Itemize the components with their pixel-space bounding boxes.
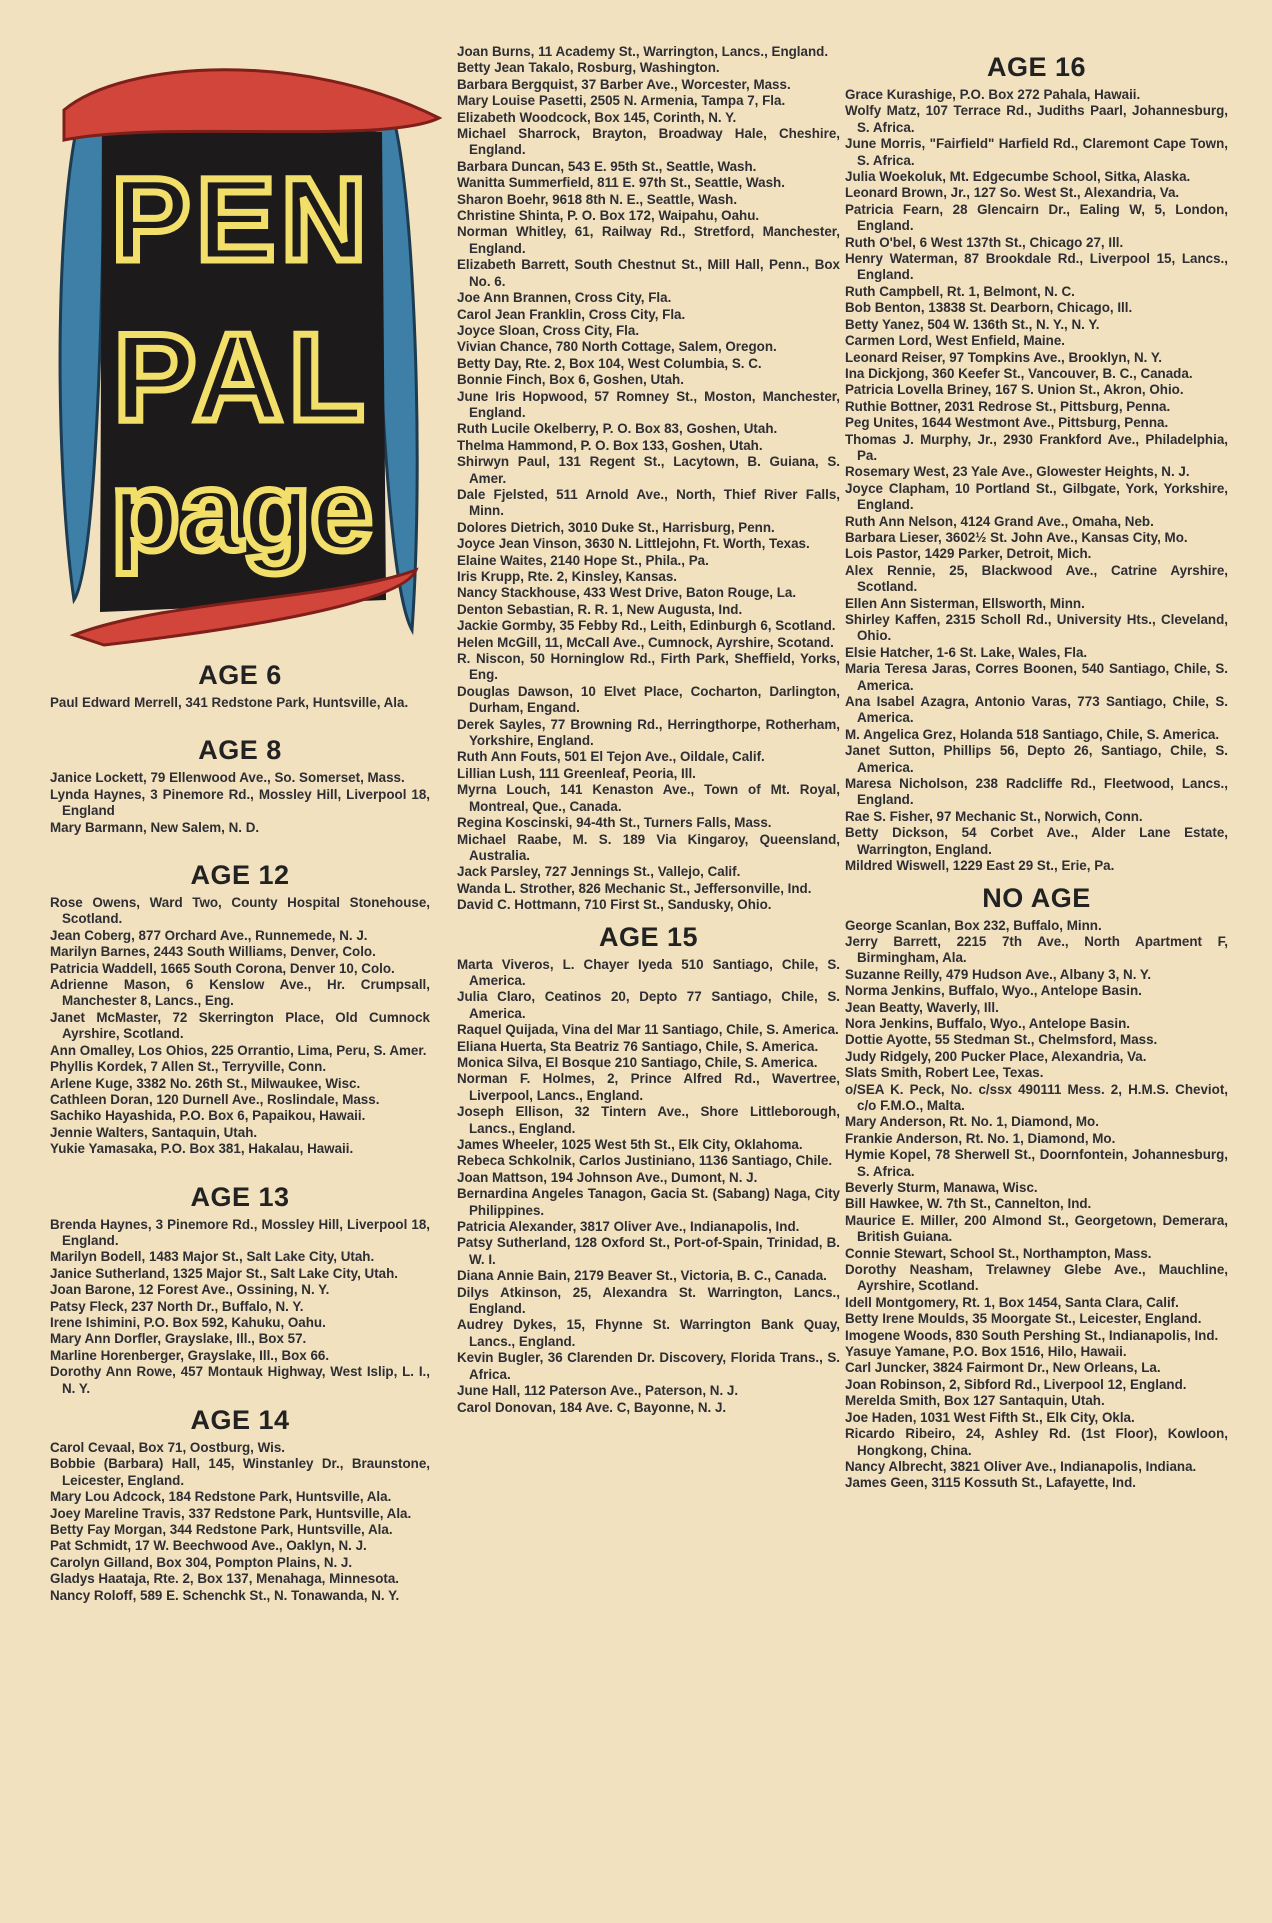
list-item: Jean Coberg, 877 Orchard Ave., Runnemede, N. J. — [50, 927, 368, 943]
list-item: Dorothy Ann Rowe, 457 Montauk Highway, West Islip, L. I., N. Y. — [50, 1364, 430, 1396]
list-item: Joey Mareline Travis, 337 Redstone Park, Huntsville, Ala. — [50, 1505, 412, 1521]
list-item: James Geen, 3115 Kossuth St., Lafayette, Ind. — [845, 1475, 1136, 1491]
list-item: Maresa Nicholson, 238 Radcliffe Rd., Fleetwood, Lancs., England. — [845, 776, 1228, 808]
list-item: Marilyn Barnes, 2443 South Williams, Denver, Colo. — [50, 944, 376, 960]
list-item: Wanitta Summerfield, 811 E. 97th St., Seattle, Wash. — [457, 175, 785, 191]
list-item: Bonnie Finch, Box 6, Goshen, Utah. — [457, 372, 684, 388]
list-item: Nora Jenkins, Buffalo, Wyo., Antelope Basin. — [845, 1015, 1130, 1031]
list-item: Barbara Duncan, 543 E. 95th St., Seattle, Wash. — [457, 158, 757, 174]
list-item: Lillian Lush, 111 Greenleaf, Peoria, Ill. — [457, 765, 696, 781]
list-item: Ana Isabel Azagra, Antonio Varas, 773 Santiago, Chile, S. America. — [845, 694, 1228, 726]
list-item: Betty Irene Moulds, 35 Moorgate St., Leicester, England. — [845, 1311, 1202, 1327]
list-item: Denton Sebastian, R. R. 1, New Augusta, Ind. — [457, 601, 743, 617]
list-no-age — [845, 918, 1228, 1492]
list-item: Jerry Barrett, 2215 7th Ave., North Apartment F, Birmingham, Ala. — [845, 933, 1228, 966]
list-item: Shirley Kaffen, 2315 Scholl Rd., University Hts., Cleveland, Ohio. — [845, 612, 1228, 644]
list-item: Shirwyn Paul, 131 Regent St., Lacytown, B. Guiana, S. Amer. — [457, 454, 840, 486]
column-left — [50, 652, 430, 1604]
column-right — [845, 44, 1228, 1492]
list-item: Patricia Lovella Briney, 167 S. Union St., Akron, Ohio. — [845, 382, 1184, 398]
list-item: Rose Owens, Ward Two, County Hospital Stonehouse, Scotland. — [50, 895, 430, 927]
list-item: Elaine Waites, 2140 Hope St., Phila., Pa. — [457, 552, 709, 568]
list-item: Barbara Lieser, 3602½ St. John Ave., Kansas City, Mo. — [845, 529, 1188, 545]
heading-age-16: AGE 16 — [986, 52, 1087, 82]
list-item: Derek Sayles, 77 Browning Rd., Herringthorpe, Rotherham, Yorkshire, England. — [457, 716, 840, 749]
list-item: Yasuye Yamane, P.O. Box 1516, Hilo, Hawaii. — [845, 1344, 1127, 1360]
list-item: Carol Cevaal, Box 71, Oostburg, Wis. — [50, 1440, 286, 1455]
list-item: Iris Krupp, Rte. 2, Kinsley, Kansas. — [457, 569, 678, 584]
list-item: Mary Barmann, New Salem, N. D. — [50, 819, 260, 835]
list-item: Lois Pastor, 1429 Parker, Detroit, Mich. — [845, 546, 1092, 562]
list-item: Joyce Jean Vinson, 3630 N. Littlejohn, Ft. Worth, Texas. — [457, 536, 810, 552]
list-item: Thomas J. Murphy, Jr., 2930 Frankford Ave., Philadelphia, Pa. — [845, 431, 1228, 463]
list-item: Michael Sharrock, Brayton, Broadway Hale, Cheshire, England. — [457, 126, 840, 158]
list-item: George Scanlan, Box 232, Buffalo, Minn. — [845, 917, 1102, 933]
list-item: M. Angelica Grez, Holanda 518 Santiago, Chile, S. America. — [845, 726, 1220, 742]
list-item: Mildred Wiswell, 1229 East 29 St., Erie, Pa. — [845, 858, 1115, 874]
list-item: Ricardo Ribeiro, 24, Ashley Rd. (1st Floor), Kowloon, Hongkong, China. — [845, 1426, 1228, 1458]
list-item: Joan Mattson, 194 Johnson Ave., Dumont, N. J. — [457, 1169, 758, 1185]
list-item: Alex Rennie, 25, Blackwood Ave., Catrine Ayrshire, Scotland. — [845, 562, 1228, 595]
list-item: Ruth Campbell, Rt. 1, Belmont, N. C. — [845, 283, 1075, 299]
list-item: Adrienne Mason, 6 Kenslow Ave., Hr. Crumpsall, Manchester 8, Lancs., Eng. — [50, 977, 430, 1009]
list-item: Elsie Hatcher, 1-6 St. Lake, Wales, Fla. — [845, 644, 1088, 660]
list-item: James Wheeler, 1025 West 5th St., Elk City, Oklahoma. — [457, 1137, 803, 1152]
list-item: Grace Kurashige, P.O. Box 272 Pahala, Hawaii. — [845, 87, 1141, 102]
list-item: Paul Edward Merrell, 341 Redstone Park, Huntsville, Ala. — [50, 695, 409, 710]
list-item: Patsy Sutherland, 128 Oxford St., Port-of-Spain, Trinidad, B. W. I. — [457, 1235, 840, 1267]
list-item: Carol Donovan, 184 Ave. C, Bayonne, N. J. — [457, 1399, 727, 1415]
list-item: R. Niscon, 50 Horninglow Rd., Firth Park, Sheffield, Yorks, Eng. — [457, 651, 840, 683]
list-item: Mary Louise Pasetti, 2505 N. Armenia, Tampa 7, Fla. — [457, 93, 786, 109]
list-age-16 — [845, 87, 1228, 875]
list-item: Christine Shinta, P. O. Box 172, Waipahu, Oahu. — [457, 208, 760, 224]
list-item: Patsy Fleck, 237 North Dr., Buffalo, N. Y. — [50, 1298, 304, 1314]
list-item: Wanda L. Strother, 826 Mechanic St., Jeffersonville, Ind. — [457, 880, 812, 896]
list-item: Mary Ann Dorfler, Grayslake, Ill., Box 57. — [50, 1331, 307, 1347]
list-item: Eliana Huerta, Sta Beatriz 76 Santiago, Chile, S. America. — [457, 1038, 819, 1054]
list-item: Patricia Waddell, 1665 South Corona, Denver 10, Colo. — [50, 960, 395, 976]
list-item: Jackie Gormby, 35 Febby Rd., Leith, Edinburgh 6, Scotland. — [457, 618, 836, 634]
list-item: Jean Beatty, Waverly, Ill. — [845, 999, 999, 1015]
list-item: Raquel Quijada, Vina del Mar 11 Santiago, Chile, S. America. — [457, 1022, 839, 1038]
list-age-15 — [457, 957, 840, 1416]
list-item: Judy Ridgely, 200 Pucker Place, Alexandria, Va. — [845, 1048, 1147, 1064]
list-item: Ina Dickjong, 360 Keefer St., Vancouver, B. C., Canada. — [845, 365, 1193, 381]
list-item: Maria Teresa Jaras, Corres Boonen, 540 Santiago, Chile, S. America. — [845, 661, 1228, 693]
list-item: Janet McMaster, 72 Skerrington Place, Old Cumnock Ayrshire, Scotland. — [50, 1009, 430, 1042]
list-item: Joe Ann Brannen, Cross City, Fla. — [457, 290, 672, 306]
list-item: Dorothy Neasham, Trelawney Glebe Ave., Mauchline, Ayrshire, Scotland. — [845, 1262, 1228, 1294]
list-item: Leonard Brown, Jr., 127 So. West St., Alexandria, Va. — [845, 185, 1180, 201]
list-item: Betty Yanez, 504 W. 136th St., N. Y., N. Y. — [845, 316, 1100, 332]
list-item: Beverly Sturm, Manawa, Wisc. — [845, 1180, 1038, 1195]
list-item: Elizabeth Barrett, South Chestnut St., Mill Hall, Penn., Box No. 6. — [457, 257, 840, 289]
list-item: Phyllis Kordek, 7 Allen St., Terryville, Conn. — [50, 1059, 327, 1075]
list-item: Henry Waterman, 87 Brookdale Rd., Liverpool 15, Lancs., England. — [845, 251, 1228, 283]
list-age-13 — [50, 1217, 430, 1397]
list-item: Nancy Stackhouse, 433 West Drive, Baton Rouge, La. — [457, 585, 797, 601]
list-item: June Iris Hopwood, 57 Romney St., Moston, Manchester, England. — [457, 388, 840, 420]
list-item: Leonard Reiser, 97 Tompkins Ave., Brooklyn, N. Y. — [845, 349, 1163, 365]
list-item: June Morris, "Fairfield" Harfield Rd., Claremont Cape Town, S. Africa. — [845, 136, 1228, 168]
list-item: Irene Ishimini, P.O. Box 592, Kahuku, Oahu. — [50, 1314, 326, 1330]
list-item: Barbara Bergquist, 37 Barber Ave., Worcester, Mass. — [457, 76, 791, 92]
list-item: Marilyn Bodell, 1483 Major St., Salt Lake City, Utah. — [50, 1249, 375, 1265]
list-item: Kevin Bugler, 36 Clarenden Dr. Discovery, Florida Trans., S. Africa. — [457, 1350, 840, 1382]
list-item: Patricia Fearn, 28 Glencairn Dr., Ealing W, 5, London, England. — [845, 201, 1228, 234]
list-item: Julia Woekoluk, Mt. Edgecumbe School, Sitka, Alaska. — [845, 169, 1191, 185]
list-item: Ann Omalley, Los Ohios, 225 Orrantio, Lima, Peru, S. Amer. — [50, 1042, 427, 1058]
list-item: Frankie Anderson, Rt. No. 1, Diamond, Mo. — [845, 1130, 1116, 1146]
list-item: Monica Silva, El Bosque 210 Santiago, Chile, S. America. — [457, 1054, 818, 1070]
list-item: Rebeca Schkolnik, Carlos Justiniano, 1136 Santiago, Chile. — [457, 1153, 833, 1169]
list-item: Suzanne Reilly, 479 Hudson Ave., Albany 3, N. Y. — [845, 966, 1152, 982]
list-age-6 — [50, 695, 430, 711]
list-item: Cathleen Doran, 120 Durnell Ave., Roslindale, Mass. — [50, 1091, 380, 1107]
list-item: Yukie Yamasaka, P.O. Box 381, Hakalau, Hawaii. — [50, 1141, 354, 1157]
list-item: Joan Robinson, 2, Sibford Rd., Liverpool 12, England. — [845, 1376, 1187, 1392]
list-item: Diana Annie Bain, 2179 Beaver St., Victoria, B. C., Canada. — [457, 1268, 827, 1284]
list-item: June Hall, 112 Paterson Ave., Paterson, N. J. — [457, 1383, 739, 1399]
list-item: Connie Stewart, School St., Northampton, Mass. — [845, 1245, 1152, 1261]
blue-curtain-left-icon — [60, 100, 104, 600]
heading-age-14: AGE 14 — [190, 1405, 290, 1435]
list-item: Dale Fjelsted, 511 Arnold Ave., North, Thief River Falls, Minn. — [457, 486, 840, 519]
list-item: Mary Anderson, Rt. No. 1, Diamond, Mo. — [845, 1114, 1099, 1130]
list-item: Bernardina Angeles Tanagon, Gacia St. (Sabang) Naga, City Philippines. — [457, 1186, 840, 1218]
list-item: Thelma Hammond, P. O. Box 133, Goshen, Utah. — [457, 437, 763, 453]
list-item: Bill Hawkee, W. 7th St., Cannelton, Ind. — [845, 1196, 1092, 1212]
list-item: Marline Horenberger, Grayslake, Ill., Box 66. — [50, 1347, 330, 1363]
list-item: Janice Lockett, 79 Ellenwood Ave., So. Somerset, Mass. — [50, 770, 405, 786]
list-item: Joyce Sloan, Cross City, Fla. — [457, 322, 640, 338]
list-item: Elizabeth Woodcock, Box 145, Corinth, N. Y. — [457, 109, 737, 125]
list-item: David C. Hottmann, 710 First St., Sandusky, Ohio. — [457, 897, 772, 913]
list-item: Bobbie (Barbara) Hall, 145, Winstanley Dr., Braunstone, Leicester, England. — [50, 1456, 430, 1488]
list-item: o/SEA K. Peck, No. c/ssx 490111 Mess. 2, H.M.S. Cheviot, c/o F.M.O., Malta. — [845, 1081, 1228, 1113]
list-item: Carmen Lord, West Enfield, Maine. — [845, 333, 1065, 349]
red-banner-top-icon — [64, 70, 439, 140]
list-item: Slats Smith, Robert Lee, Texas. — [845, 1065, 1044, 1081]
list-item: Janice Sutherland, 1325 Major St., Salt Lake City, Utah. — [50, 1265, 399, 1281]
list-item: Dottie Ayotte, 55 Stedman St., Chelmsford, Mass. — [845, 1032, 1158, 1048]
title-pen: PEN — [111, 154, 373, 286]
heading-age-12: AGE 12 — [190, 860, 290, 891]
list-item: Betty Fay Morgan, 344 Redstone Park, Huntsville, Ala. — [50, 1522, 393, 1538]
list-item: Peg Unites, 1644 Westmont Ave., Pittsburg, Penna. — [845, 415, 1169, 431]
list-item: Joyce Clapham, 10 Portland St., Gilbgate, York, Yorkshire, England. — [845, 480, 1228, 513]
list-item: Douglas Dawson, 10 Elvet Place, Cocharton, Darlington, Durham, Engand. — [457, 683, 840, 716]
list-item: Maurice E. Miller, 200 Almond St., Georgetown, Demerara, British Guiana. — [845, 1212, 1228, 1245]
heading-age-6: AGE 6 — [198, 660, 282, 690]
title-pal: PAL — [113, 309, 371, 447]
list-item: Norma Jenkins, Buffalo, Wyo., Antelope Basin. — [845, 983, 1142, 999]
heading-no-age: NO AGE — [982, 882, 1091, 913]
title-page: page — [111, 449, 373, 574]
list-item: Norman Whitley, 61, Railway Rd., Stretford, Manchester, England. — [457, 224, 840, 256]
list-item: Betty Day, Rte. 2, Box 104, West Columbia, S. C. — [457, 355, 762, 371]
list-item: Gladys Haataja, Rte. 2, Box 137, Menahaga, Minnesota. — [50, 1571, 400, 1587]
list-item: Dilys Atkinson, 25, Alexandra St. Warrington, Lancs., England. — [457, 1284, 840, 1317]
list-item: Patricia Alexander, 3817 Oliver Ave., Indianapolis, Ind. — [457, 1219, 800, 1235]
list-item: Arlene Kuge, 3382 No. 26th St., Milwaukee, Wisc. — [50, 1075, 361, 1091]
list-item: Sachiko Hayashida, P.O. Box 6, Papaikou, Hawaii. — [50, 1108, 366, 1124]
list-item: Hymie Kopel, 78 Sherwell St., Doornfontein, Johannesburg, S. Africa. — [845, 1147, 1228, 1179]
list-item: Regina Koscinski, 94-4th St., Turners Falls, Mass. — [457, 815, 772, 831]
list-item: Merelda Smith, Box 127 Santaquin, Utah. — [845, 1393, 1105, 1409]
list-item: Ruth Lucile Okelberry, P. O. Box 83, Goshen, Utah. — [457, 421, 778, 437]
column-middle — [457, 44, 840, 1416]
list-item: Carolyn Gilland, Box 304, Pompton Plains, N. J. — [50, 1554, 353, 1570]
list-item: Julia Claro, Ceatinos 20, Depto 77 Santiago, Chile, S. America. — [457, 989, 840, 1021]
list-item: Pat Schmidt, 17 W. Beechwood Ave., Oaklyn, N. J. — [50, 1538, 367, 1554]
list-item: Rae S. Fisher, 97 Mechanic St., Norwich, Conn. — [845, 808, 1143, 824]
list-item: Ellen Ann Sisterman, Ellsworth, Minn. — [845, 595, 1085, 611]
list-item: Betty Dickson, 54 Corbet Ave., Alder Lane Estate, Warrington, England. — [845, 825, 1228, 857]
list-item: Ruth O'bel, 6 West 137th St., Chicago 27, Ill. — [845, 234, 1124, 250]
list-item: Jennie Walters, Santaquin, Utah. — [50, 1124, 258, 1140]
list-item: Betty Jean Takalo, Rosburg, Washington. — [457, 60, 720, 76]
heading-age-13: AGE 13 — [190, 1181, 290, 1212]
list-item: Marta Viveros, L. Chayer Iyeda 510 Santiago, Chile, S. America. — [457, 956, 840, 988]
list-item: Joseph Ellison, 32 Tintern Ave., Shore Littleborough, Lancs., England. — [457, 1104, 840, 1136]
list-item: Nancy Albrecht, 3821 Oliver Ave., Indianapolis, Indiana. — [845, 1458, 1197, 1474]
pen-pal-logo — [44, 40, 462, 652]
list-item: Ruth Ann Nelson, 4124 Grand Ave., Omaha, Neb. — [845, 513, 1154, 529]
list-item: Norman F. Holmes, 2, Prince Alfred Rd., Wavertree, Liverpool, Lancs., England. — [457, 1071, 840, 1103]
list-item: Wolfy Matz, 107 Terrace Rd., Judiths Paarl, Johannesburg, S. Africa. — [845, 103, 1228, 135]
list-item: Brenda Haynes, 3 Pinemore Rd., Mossley Hill, Liverpool 18, England. — [50, 1216, 430, 1248]
list-item: Audrey Dykes, 15, Fhynne St. Warrington Bank Quay, Lancs., England. — [457, 1317, 840, 1349]
list-age-14 — [50, 1440, 430, 1604]
list-age-14-continued — [457, 44, 840, 914]
list-item: Helen McGill, 11, McCall Ave., Cumnock, Ayrshire, Scotand. — [457, 634, 834, 650]
list-age-8 — [50, 770, 430, 836]
list-item: Janet Sutton, Phillips 56, Depto 26, Santiago, Chile, S. America. — [845, 743, 1228, 775]
list-item: Ruthie Bottner, 2031 Redrose St., Pittsburg, Penna. — [845, 398, 1171, 414]
list-item: Carol Jean Franklin, Cross City, Fla. — [457, 306, 686, 322]
list-item: Imogene Woods, 830 South Pershing St., Indianapolis, Ind. — [845, 1327, 1219, 1343]
list-item: Joan Barone, 12 Forest Ave., Ossining, N. Y. — [50, 1282, 330, 1298]
list-item: Idell Montgomery, Rt. 1, Box 1454, Santa Clara, Calif. — [845, 1294, 1179, 1310]
list-item: Carl Juncker, 3824 Fairmont Dr., New Orleans, La. — [845, 1360, 1161, 1376]
list-item: Jack Parsley, 727 Jennings St., Vallejo, Calif. — [457, 864, 741, 880]
list-item: Dolores Dietrich, 3010 Duke St., Harrisburg, Penn. — [457, 519, 775, 535]
list-item: Nancy Roloff, 589 E. Schenchk St., N. Tonawanda, N. Y. — [50, 1587, 400, 1603]
list-age-12 — [50, 895, 430, 1158]
list-item: Myrna Louch, 141 Kenaston Ave., Town of Mt. Royal, Montreal, Que., Canada. — [457, 782, 840, 814]
list-item: Rosemary West, 23 Yale Ave., Glowester Heights, N. J. — [845, 464, 1190, 480]
list-item: Vivian Chance, 780 North Cottage, Salem, Oregon. — [457, 339, 777, 355]
list-item: Bob Benton, 13838 St. Dearborn, Chicago, Ill. — [845, 300, 1133, 316]
list-item: Joe Haden, 1031 West Fifth St., Elk City, Okla. — [845, 1409, 1135, 1425]
list-item: Sharon Boehr, 9618 8th N. E., Seattle, Wash. — [457, 191, 738, 207]
list-item: Ruth Ann Fouts, 501 El Tejon Ave., Oildale, Calif. — [457, 749, 765, 765]
heading-age-8: AGE 8 — [198, 735, 282, 766]
list-item: Joan Burns, 11 Academy St., Warrington, Lancs., England. — [457, 44, 829, 59]
list-item: Mary Lou Adcock, 184 Redstone Park, Huntsville, Ala. — [50, 1489, 392, 1505]
heading-age-15: AGE 15 — [598, 921, 699, 952]
list-item: Michael Raabe, M. S. 189 Via Kingaroy, Queensland, Australia. — [457, 831, 840, 863]
list-item: Lynda Haynes, 3 Pinemore Rd., Mossley Hill, Liverpool 18, England — [50, 786, 430, 819]
